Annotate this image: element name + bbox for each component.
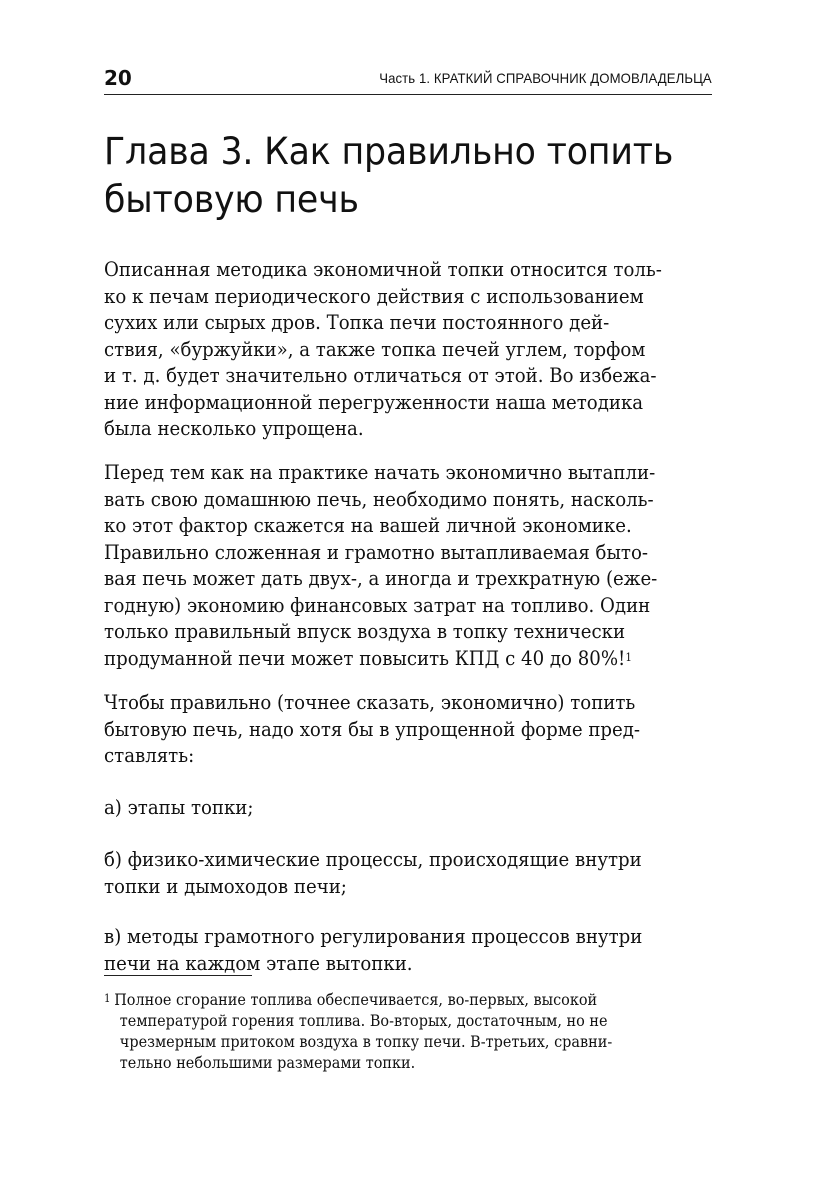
paragraph-line: топки и дымоходов печи; <box>104 874 347 898</box>
paragraph-line: б) физико-химические процессы, происходящие внутри <box>104 848 642 871</box>
paragraph-line: и т. д. будет значительно отличаться от этой. Во избежа- <box>104 364 657 387</box>
paragraph-line: ко к печам периодического действия с использованием <box>104 284 644 308</box>
paragraph-line: сухих или сырых дров. Топка печи постоянного дей- <box>104 311 610 334</box>
footnote-reference: 1 <box>625 650 632 664</box>
footnote-line-text: Полное сгорание топлива обеспечивается, во-первых, высокой <box>114 991 598 1009</box>
list-item-c <box>104 924 671 977</box>
paragraph-line: ставлять: <box>104 744 195 767</box>
paragraph-line-with-footnote <box>104 646 671 673</box>
paragraph-line: ние информационной перегруженности наша методика <box>104 390 644 414</box>
footnote <box>104 990 671 1074</box>
footnote-line <box>104 990 671 1011</box>
paragraph-line: а) этапы топки; <box>104 796 254 819</box>
paragraph-requirements <box>104 690 671 770</box>
paragraph-line: была несколько упрощена. <box>104 417 364 440</box>
footnote-divider <box>104 975 252 976</box>
paragraph-line: годную) экономию финансовых затрат на топливо. Один <box>104 593 651 617</box>
paragraph-line: бытовую печь, надо хотя бы в упрощенной форме пред- <box>104 717 641 741</box>
paragraph-line: Чтобы правильно (точнее сказать, экономично) топить <box>104 691 636 714</box>
list-item-a <box>104 795 671 822</box>
paragraph-economy <box>104 460 671 672</box>
footnote-line: температурой горения топлива. Во-вторых, достаточным, но не <box>119 1012 608 1030</box>
paragraph-line: печи на каждом этапе вытопки. <box>104 951 413 975</box>
paragraph-line: ко этот фактор скажется на вашей личной экономике. <box>104 514 632 537</box>
list-item-b <box>104 847 671 900</box>
footnote-line: тельно небольшими размерами топки. <box>119 1054 416 1072</box>
running-head: Часть 1. КРАТКИЙ СПРАВОЧНИК ДОМОВЛАДЕЛЬЦА <box>379 70 712 86</box>
paragraph-method-scope <box>104 257 671 443</box>
paragraph-line: Правильно сложенная и грамотно вытапливаемая быто- <box>104 540 648 564</box>
paragraph-line: в) методы грамотного регулирования процессов внутри <box>104 925 643 948</box>
page-number: 20 <box>104 66 132 90</box>
footnote-mark: 1 <box>104 992 111 1005</box>
paragraph-line: ствия, «буржуйки», а также топка печей углем, торфом <box>104 337 646 361</box>
chapter-title-line: бытовую печь <box>104 178 359 221</box>
chapter-title-line: Глава 3. Как правильно топить <box>104 130 674 173</box>
chapter-title <box>104 128 677 224</box>
paragraph-line: вая печь может дать двух-, а иногда и трехкратную (еже- <box>104 567 658 590</box>
paragraph-line: Описанная методика экономичной топки относится толь- <box>104 258 662 281</box>
footnote-line: чрезмерным притоком воздуха в топку печи. В-третьих, сравни- <box>119 1033 613 1051</box>
paragraph-line: вать свою домашнюю печь, необходимо понять, насколь- <box>104 487 654 511</box>
paragraph-line: Перед тем как на практике начать экономично вытапли- <box>104 461 656 484</box>
paragraph-line: только правильный впуск воздуха в топку технически <box>104 620 626 643</box>
paragraph-line-text: продуманной печи может повысить КПД с 40 до 80%! <box>104 646 626 670</box>
page-header <box>104 64 712 95</box>
